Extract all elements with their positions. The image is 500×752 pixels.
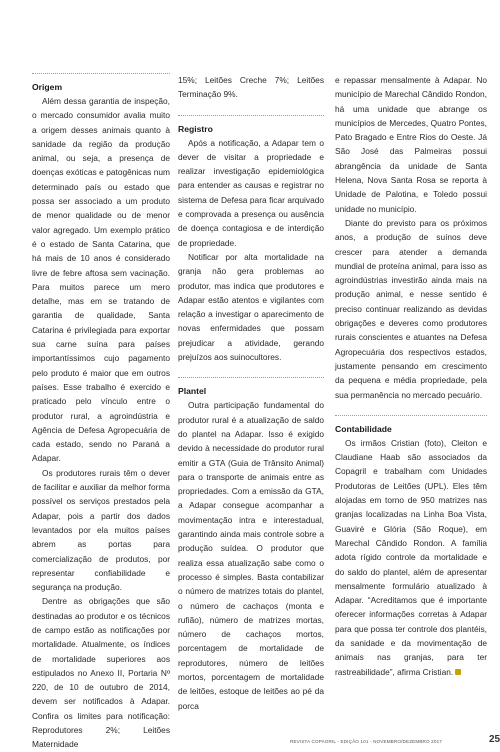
- footer-text: REVISTA COPAGRIL - EDIÇÃO 101 - NOVEMBRO/DEZEMBRO 2017: [290, 739, 442, 744]
- section-title: Contabilidade: [335, 423, 392, 434]
- section-divider: [32, 73, 170, 77]
- column-3: [335, 73, 487, 679]
- section-title: Registro: [178, 123, 213, 134]
- paragraph: Além dessa garantia de inspeção, o mercado consumidor avalia muito a origem desses animais quanto à sanidade da região da produção animal, ou seja, a presença de doenças exóticas e patogênicas num determinado país ou estado que possa ser associado a um produto de menor qualidade ou de menor valor agregado. Um exemplo prático é o estado de Santa Catarina, que há mais de 10 anos é considerado livre de febre aftosa sem vacinação. Para muitos parece um mero detalhe, mas em se tratando de garantia de qualidade, Santa Catarina é privilegiada para exportar sua carne suína para países importantíssimos cujo pagamento pelo produto é maior que em outros países. Esse trabalho é exercido e praticado pelo vínculo entre o produtor rural, a agroindústria e Agência de Defesa Agropecuária de cada estado, sendo no Paraná a Adapar.: [32, 96, 170, 464]
- section-divider: [178, 115, 324, 119]
- section-registro: [178, 115, 324, 136]
- section-plantel: [178, 377, 324, 398]
- paragraph-continued: e repassar mensalmente à Adapar. No município de Marechal Cândido Rondon, há uma unidade que abrange os municípios de Mercedes, Quatro Pontes, Pato Bragado e Entre Rios do Oeste. Já São José das Palmeiras possui abrangência da unidade de Santa Helena, Nova Santa Rosa se reporta à Unidade de Palotina, e Toledo possui unidade no município.: [335, 75, 487, 214]
- paragraph: Os produtores rurais têm o dever de facilitar e auxiliar da melhor forma possível os serviços prestados pela Adapar, pois a partir dos dados levantados por ela muitos países abrem as portas para comercialização de produtos, por representar confiabilidade e segurança na produção.: [32, 467, 170, 593]
- column-2: [178, 73, 324, 713]
- paragraph: Outra participação fundamental do produtor rural é a atualização de saldo do plantel na Adapar. Isso é exigido devido à necessidade do produtor rural emitir a GTA (Guia de Trânsito Animal) para o transporte de animais entre as propriedades. Com a emissão da GTA, a Adapar consegue acompanhar a movimentação intra e interestadual, garantindo ainda mais controle sobre a produção suídea. O produtor que realiza essa atualização sabe como o processo é simples. Basta contabilizar o número de matrizes totais do plantel, o número de cachaços (monta e rufião), número de matrizes mortas, número de cachaços mortos, porcentagem de mortalidade de reprodutores, número de leitões mortos, porcentagem de mortalidade de leitões, estoque de leitões ao pé da porca: [178, 400, 324, 711]
- section-title: Plantel: [178, 386, 207, 397]
- paragraph: Dentre as obrigações que são destinadas ao produtor e os técnicos de campo estão as notificações por mortalidade. Atualmente, os índices de mortalidade superiores aos estipulados no Anexo II, Portaria Nº 220, de 10 de outubro de 2014, devem ser notificados à Adapar. Confira os limites para notificação: Reprodutores 2%; Leitões Maternidade: [32, 596, 170, 750]
- paragraph-text: Os irmãos Cristian (foto), Cleiton e Claudiane Haab são associados da Copagril e trabalham com Unidades Produtoras de Leitões (UPL). Eles têm alojadas em torno de 950 matrizes nas granjas localizadas na Linha Boa Vista, Guaviré e Glória (São Roque), em Marechal Cândido Rondon. A família adota rígido controle da mortalidade e do saldo do plantel, além de apresentar mensalmente formulário atualizado à Adapar. “Acreditamos que é importante oferecer informações corretas à Adapar para que possa ter controle dos plantéis, da sanidade e da movimentação de animais nas granjas, para ter rastreabilidade”, afirma Cristian.: [335, 437, 487, 677]
- paragraph: Após a notificação, a Adapar tem o dever de visitar a propriedade e realizar investigação epidemiológica para entender as causas e registrar no sistema de Defesa para ficar arquivado e comprovada a presença ou ausência de doença contagiosa e de interdição de propriedade.: [178, 137, 324, 248]
- paragraph-final: [335, 436, 487, 679]
- section-divider: [335, 415, 487, 419]
- section-title: Origem: [32, 82, 63, 92]
- section-divider: [178, 377, 324, 381]
- paragraph: Diante do previsto para os próximos anos, a produção de suínos deve crescer para atender a demanda mundial de proteína animal, para isso as agroindústrias investirão ainda mais na produção animal, e nesse sentido é preciso continuar realizando as devidas obrigações e deveres como produtores rurais conscientes e atuantes na Defesa Agropecuária dos respectivos estados, justamente pensando em crescimento da pequena e média propriedade, pela sua permanência no mercado pecuário.: [335, 217, 487, 400]
- column-1: [32, 73, 170, 752]
- page-number: 25: [489, 734, 500, 745]
- paragraph-continued: 15%; Leitões Creche 7%; Leitões Terminação 9%.: [178, 75, 324, 100]
- square-end-mark-icon: [455, 669, 461, 675]
- paragraph: Notificar por alta mortalidade na granja não gera problemas ao produtor, mas indica que produtores e Adapar estão atentos e vigilantes com relação a investigar o aparecimento de novas enfermidades que possam prejudicar a atividade, gerando prejuízos aos suinocultores.: [178, 251, 324, 363]
- section-origem: [32, 73, 170, 94]
- section-contabilidade: [335, 415, 487, 436]
